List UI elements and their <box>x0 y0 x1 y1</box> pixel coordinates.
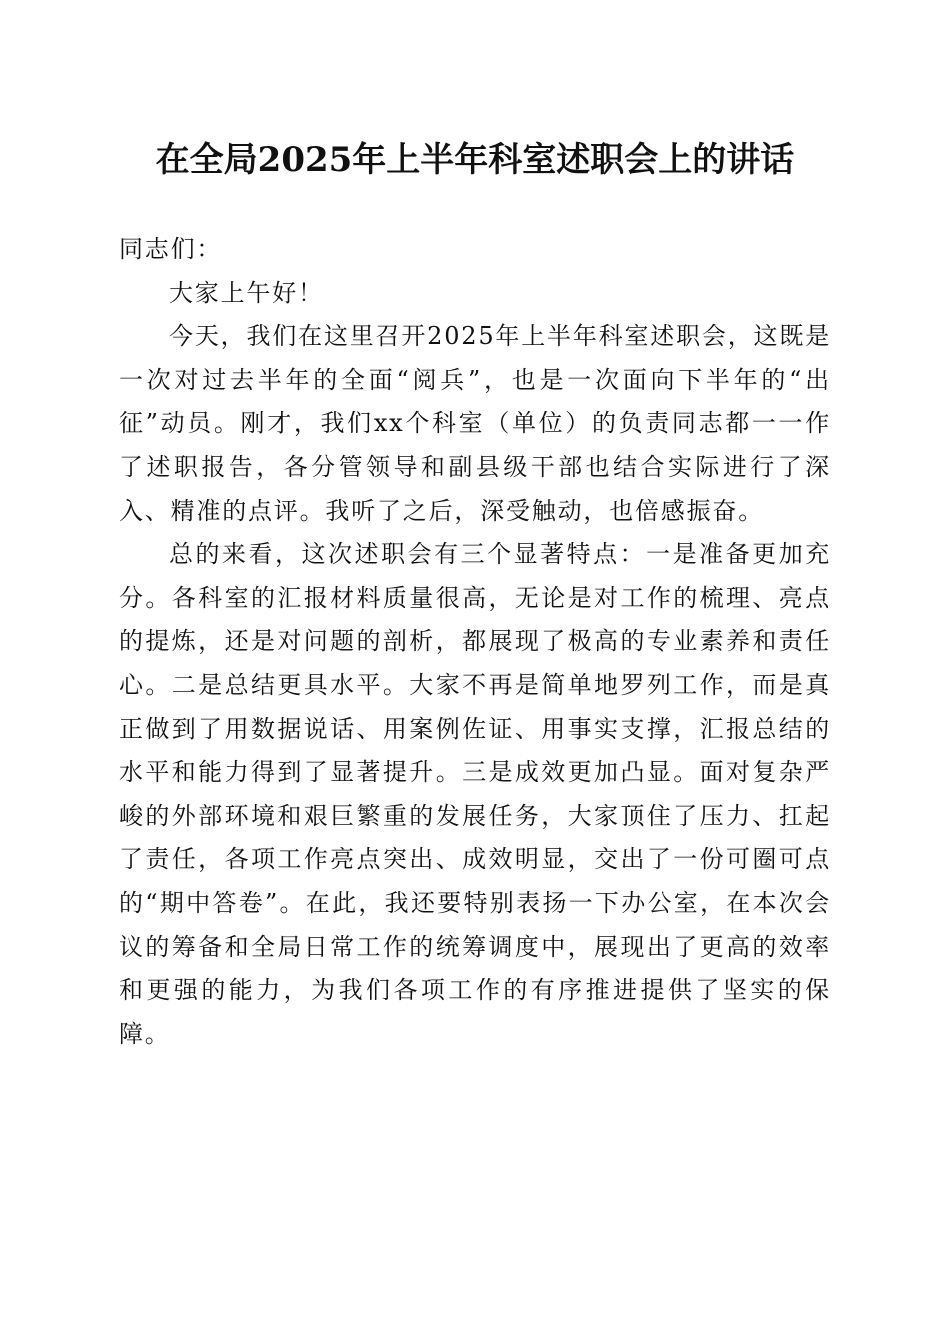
paragraph-2: 总的来看，这次述职会有三个显著特点：一是准备更加充分。各科室的汇报材料质量很高，无论是对工作的梳理、亮点的提炼，还是对问题的剖析，都展现了极高的专业素养和责任心。二是总结更具水平。大家不再是简单地罗列工作，而是真正做到了用数据说话、用案例佐证、用事实支撑，汇报总结的水平和能力得到了显著提升。三是成效更加凸显。面对复杂严峻的外部环境和艰巨繁重的发展任务，大家顶住了压力、扛起了责任，各项工作亮点突出、成效明显，交出了一份可圈可点的“期中答卷”。在此，我还要特别表扬一下办公室，在本次会议的筹备和全局日常工作的统筹调度中，展现出了更高的效率和更强的能力，为我们各项工作的有序推进提供了坚实的保障。 <box>119 540 831 1048</box>
paragraph-1: 今天，我们在这里召开2025年上半年科室述职会，这既是一次对过去半年的全面“阅兵”，也是一次面向下半年的“出征”动员。刚才，我们xx个科室（单位）的负责同志都一一作了述职报告，各分管领导和副县级干部也结合实际进行了深入、精准的点评。我听了之后，深受触动，也倍感振奋。 <box>119 322 831 525</box>
document-body <box>119 228 831 1056</box>
salutation: 同志们： <box>119 235 223 263</box>
greeting: 大家上午好！ <box>169 278 324 307</box>
document-title: 在全局2025年上半年科室述职会上的讲话 <box>155 140 795 180</box>
